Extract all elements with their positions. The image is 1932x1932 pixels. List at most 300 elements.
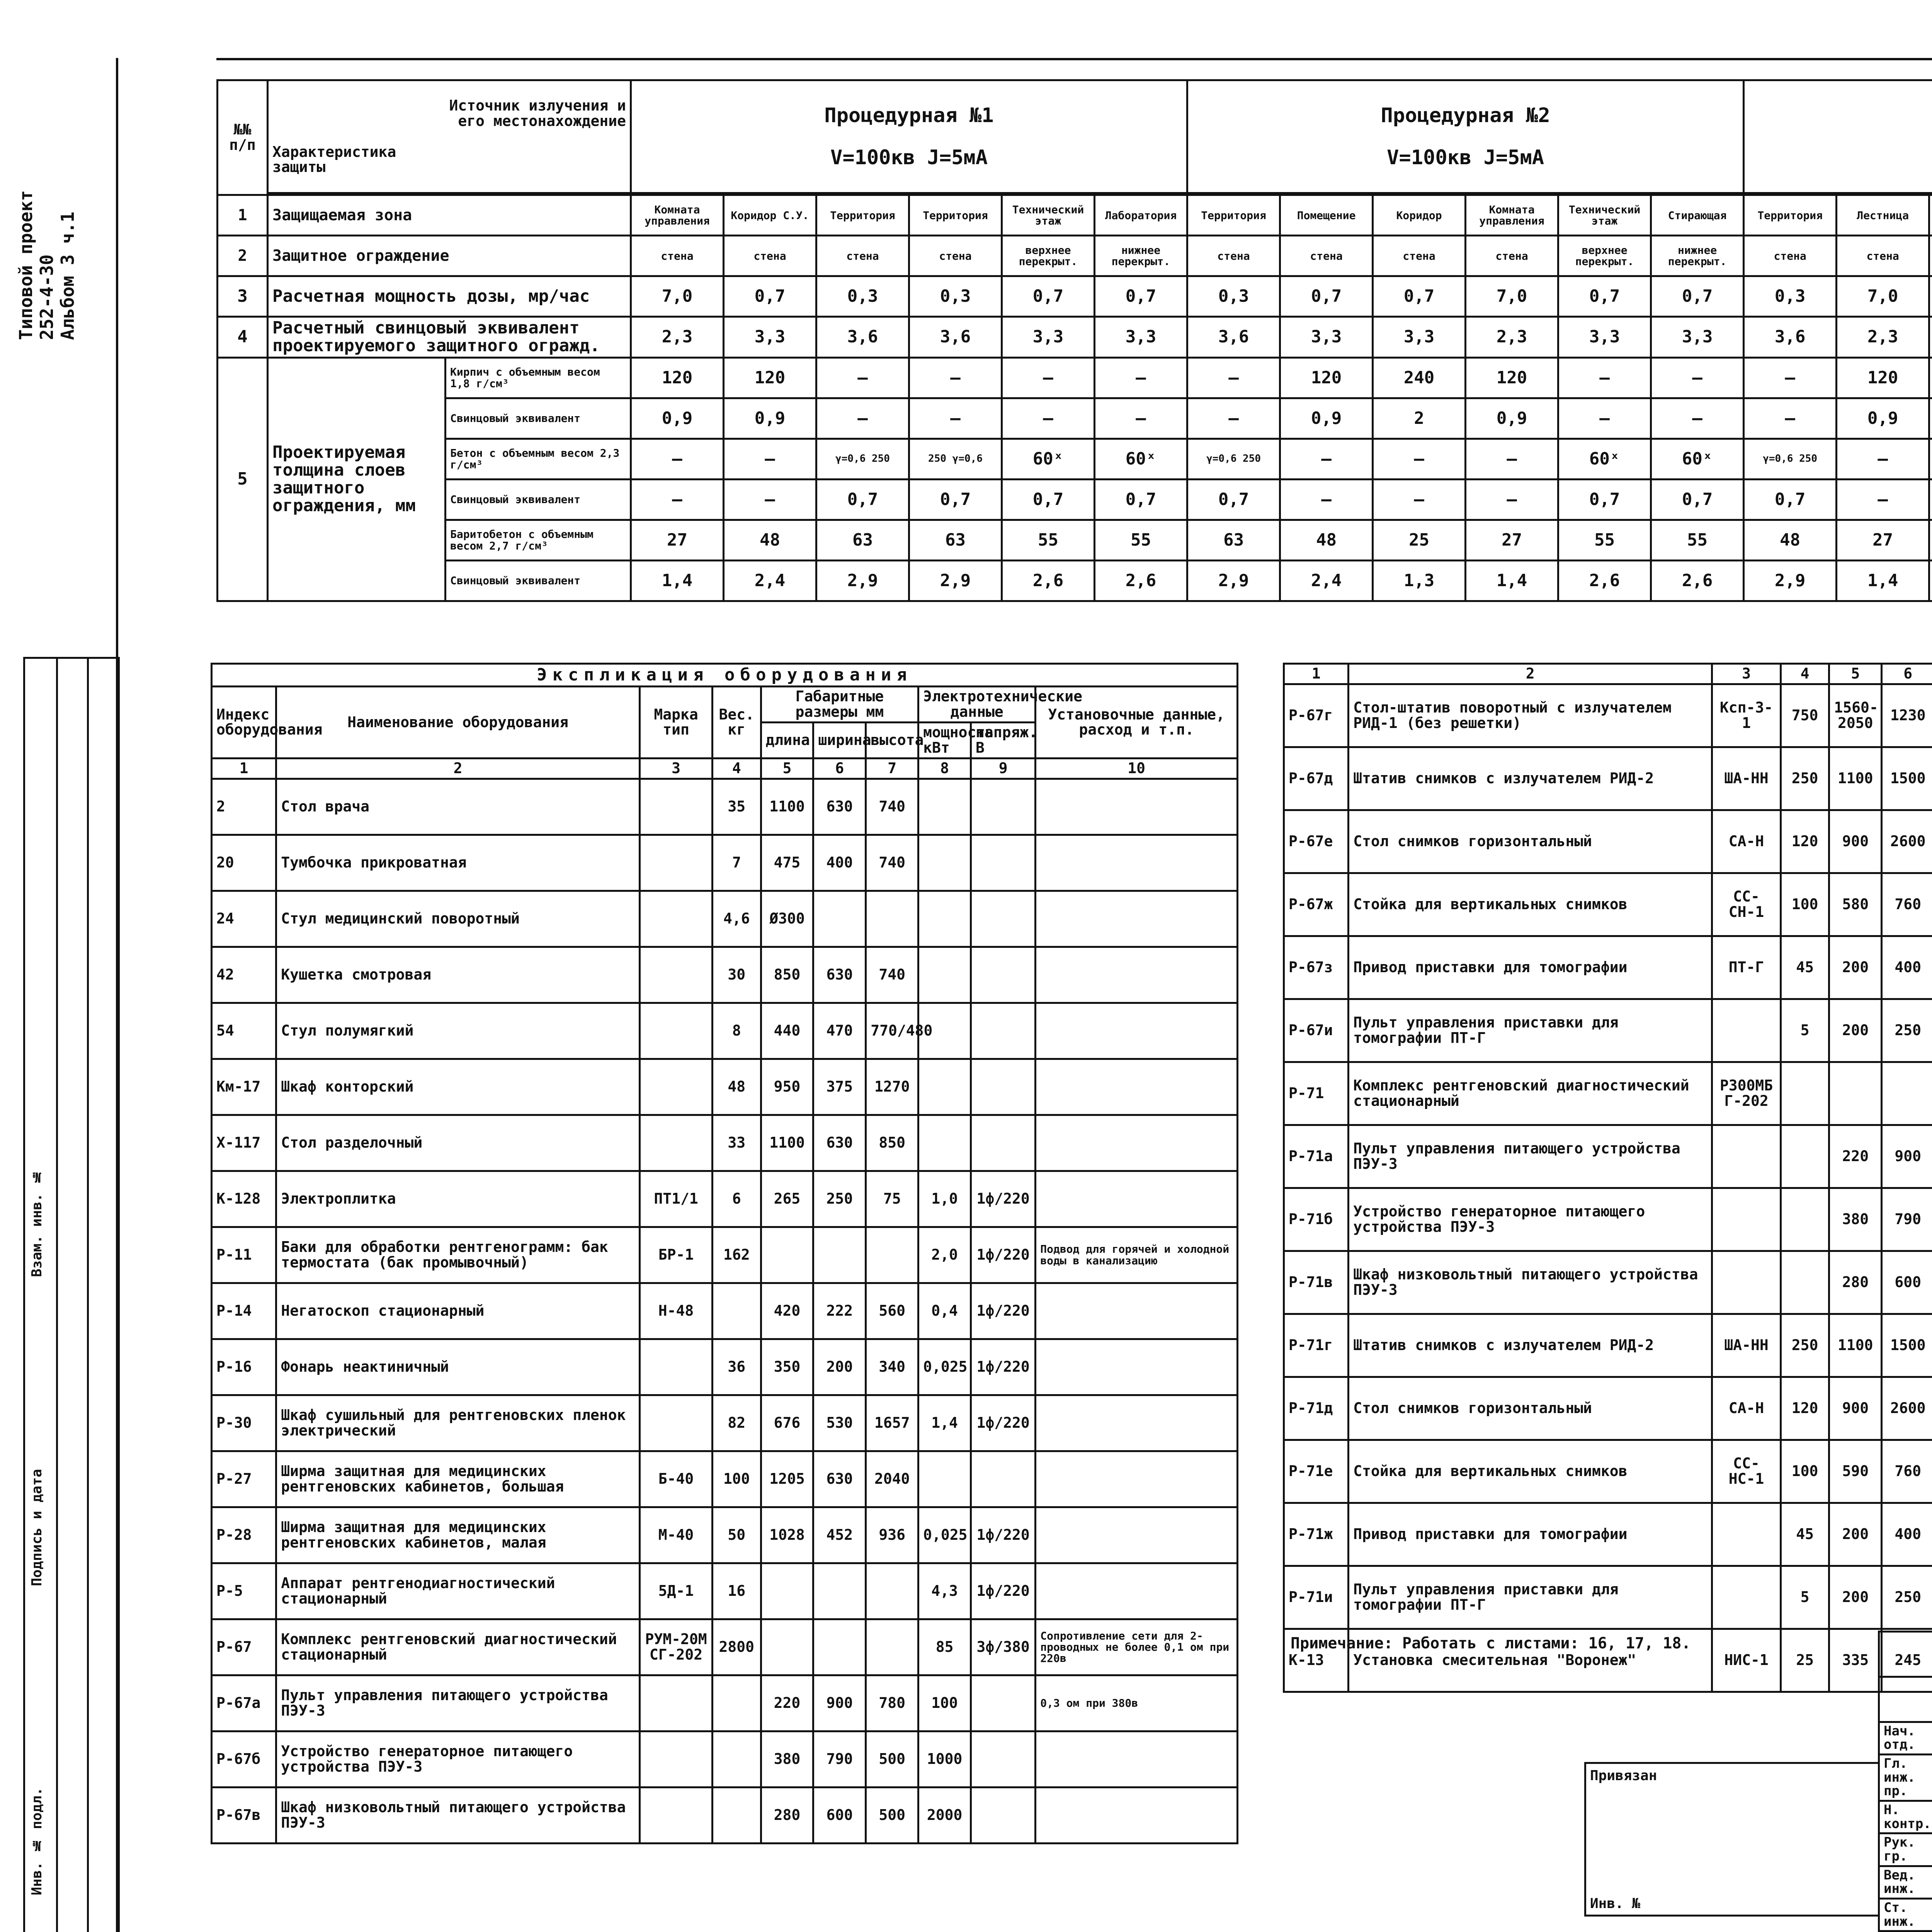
equipment-note: [1036, 1563, 1238, 1619]
equipment-length: 220: [1829, 1125, 1882, 1188]
equipment-length: 220: [761, 1675, 813, 1731]
column-number: 5: [761, 758, 813, 779]
equipment-height: 740: [866, 779, 918, 835]
value-cell: стена: [1837, 236, 1929, 276]
value-cell: 0,9: [1280, 398, 1373, 439]
equipment-index: К-13: [1284, 1629, 1349, 1692]
column-number: 10: [1036, 758, 1238, 779]
equipment-name: Стол снимков горизонтальный: [1349, 1377, 1712, 1440]
equipment-power: [918, 1115, 971, 1171]
table-row: [212, 1451, 1238, 1507]
value-cell: нижнее перекрыт.: [1651, 236, 1744, 276]
equipment-index: Р-67б: [212, 1731, 276, 1787]
equipment-note: [1036, 1171, 1238, 1227]
row-label: Защитное ограждение: [268, 236, 631, 276]
equipment-weight: 100: [1781, 1440, 1829, 1503]
value-cell: 0,3: [1187, 276, 1280, 317]
value-cell: —: [909, 357, 1002, 398]
equipment-mark: [639, 1115, 712, 1171]
equipment-power: 0,025: [918, 1507, 971, 1563]
equipment-height: 340: [866, 1339, 918, 1395]
equipment-length: 950: [761, 1059, 813, 1115]
equipment-length: 280: [761, 1787, 813, 1843]
value-cell: Коридор С.У.: [724, 195, 816, 236]
equipment-mark: [1712, 999, 1781, 1062]
equipment-voltage: [971, 891, 1036, 947]
equipment-length: 1100: [761, 779, 813, 835]
equipment-mark: [1712, 1503, 1781, 1566]
table-row: [1284, 1125, 1932, 1188]
equipment-power: 1000: [918, 1731, 971, 1787]
value-cell: стена: [816, 236, 909, 276]
equipment-weight: 25: [1781, 1629, 1829, 1692]
equipment-weight: 750: [1781, 684, 1829, 747]
equipment-width: 250: [813, 1171, 866, 1227]
equipment-note: [1036, 1339, 1238, 1395]
value-cell: 3,3: [1651, 317, 1744, 357]
equipment-voltage: [971, 779, 1036, 835]
table-row: [212, 1787, 1238, 1843]
equipment-power: 0,025: [918, 1339, 971, 1395]
stamp-role: Рук. гр.: [1879, 1833, 1932, 1866]
col-mark-header: Марка тип: [639, 687, 712, 759]
sub-label: Свинцовый эквивалент: [446, 560, 631, 601]
equipment-voltage: 1ф/220: [971, 1395, 1036, 1451]
column-number: 4: [1781, 664, 1829, 684]
value-cell: 2,9: [909, 560, 1002, 601]
equipment-power: [918, 1059, 971, 1115]
value-cell: 0,9: [1466, 398, 1558, 439]
value-cell: 3,6: [1187, 317, 1280, 357]
equipment-index: Р-71д: [1284, 1377, 1349, 1440]
table-row: [212, 1395, 1238, 1451]
equipment-note: [1036, 947, 1238, 1003]
equipment-mark: ША-НН: [1712, 747, 1781, 810]
equipment-index: Р-27: [212, 1451, 276, 1507]
sub-label: Баритобетон с объемным весом 2,7 г/см³: [446, 520, 631, 560]
protection-row: [218, 357, 1932, 398]
equipment-weight: [713, 1283, 761, 1339]
equipment-name: Установка смесительная "Воронеж": [1349, 1629, 1712, 1692]
equipment-width: [1882, 1062, 1932, 1125]
equipment-length: 200: [1829, 936, 1882, 999]
value-cell: 63: [909, 520, 1002, 560]
equipment-weight: [713, 1731, 761, 1787]
equipment-width: 630: [813, 1451, 866, 1507]
equipment-power: [918, 1451, 971, 1507]
value-cell: 250 γ=0,6: [909, 439, 1002, 479]
equipment-weight: [1781, 1062, 1829, 1125]
value-cell: Помещение: [1280, 195, 1373, 236]
value-cell: 48: [1744, 520, 1837, 560]
equipment-name: Кушетка смотровая: [276, 947, 640, 1003]
equipment-width: 1500: [1882, 1314, 1932, 1377]
equipment-weight: 5: [1781, 999, 1829, 1062]
row-number: 1: [218, 195, 268, 236]
equipment-width: 200: [813, 1339, 866, 1395]
protection-row: [218, 195, 1932, 236]
stamp-role: Н. контр.: [1879, 1801, 1932, 1833]
value-cell: 2,4: [1280, 560, 1373, 601]
value-cell: Территория: [1744, 195, 1837, 236]
value-cell: 27: [1466, 520, 1558, 560]
sub-label: Свинцовый эквивалент: [446, 479, 631, 520]
equipment-mark: [1712, 1251, 1781, 1314]
value-cell: 0,7: [1002, 276, 1095, 317]
value-cell: —: [1002, 357, 1095, 398]
value-cell: —: [1187, 398, 1280, 439]
equipment-voltage: 1ф/220: [971, 1563, 1036, 1619]
value-cell: —: [1558, 357, 1651, 398]
table-row: [212, 779, 1238, 835]
equipment-voltage: [971, 835, 1036, 891]
stamp-role: Вед. инж.: [1879, 1866, 1932, 1898]
equipment-index: Р-67з: [1284, 936, 1349, 999]
value-cell: 0,7: [1558, 276, 1651, 317]
equipment-mark: [639, 1059, 712, 1115]
equipment-width: 400: [813, 835, 866, 891]
equipment-index: Р-71а: [1284, 1125, 1349, 1188]
equipment-power: [918, 891, 971, 947]
row-label: Защищаемая зона: [268, 195, 631, 236]
equipment-mark: СА-Н: [1712, 810, 1781, 873]
value-cell: —: [1837, 479, 1929, 520]
equipment-width: 900: [813, 1675, 866, 1731]
protection-row: [218, 560, 1932, 601]
procedure-1-header: [631, 80, 1187, 193]
title-block: [1878, 1631, 1932, 1932]
equipment-weight: 100: [1781, 873, 1829, 936]
equipment-width: 2600: [1882, 810, 1932, 873]
equipment-index: Р-5: [212, 1563, 276, 1619]
value-cell: 3,3: [1095, 317, 1187, 357]
value-cell: стена: [909, 236, 1002, 276]
table-row: [212, 1115, 1238, 1171]
stamp-role: Нач. отд.: [1879, 1722, 1932, 1754]
equipment-note: [1036, 1451, 1238, 1507]
equipment-name: Тумбочка прикроватная: [276, 835, 640, 891]
value-cell: стена: [1187, 236, 1280, 276]
value-cell: —: [909, 398, 1002, 439]
equipment-name: Привод приставки для томографии: [1349, 936, 1712, 999]
equipment-name: Шкаф сушильный для рентгеновских пленок электрический: [276, 1395, 640, 1451]
value-cell: [1929, 195, 1932, 236]
equipment-width: 630: [813, 779, 866, 835]
value-cell: стена: [1280, 236, 1373, 276]
equipment-width: 250: [1882, 1566, 1932, 1629]
equipment-name: Ширма защитная для медицинских рентгеновских кабинетов, большая: [276, 1451, 640, 1507]
col-voltage-header: напряж. В: [971, 722, 1036, 758]
table-row: [1284, 1503, 1932, 1566]
equipment-name: Ширма защитная для медицинских рентгеновских кабинетов, малая: [276, 1507, 640, 1563]
equipment-mark: [639, 835, 712, 891]
equipment-index: Р-67в: [212, 1787, 276, 1843]
equipment-name: Стул полумягкий: [276, 1003, 640, 1059]
equipment-length: 580: [1829, 873, 1882, 936]
row-number: 3: [218, 276, 268, 317]
value-cell: верхнее перекрыт.: [1558, 236, 1651, 276]
value-cell: 1,3: [1373, 560, 1466, 601]
row-number: 2: [218, 236, 268, 276]
strip-cell: Инв. № подл.: [29, 1787, 45, 1895]
value-cell: 60ˣ: [1002, 439, 1095, 479]
equipment-length: 1100: [1829, 1314, 1882, 1377]
equipment-voltage: 1ф/220: [971, 1171, 1036, 1227]
equipment-voltage: 1ф/220: [971, 1507, 1036, 1563]
equipment-width: 530: [813, 1395, 866, 1451]
value-cell: [1929, 276, 1932, 317]
equipment-length: 200: [1829, 1566, 1882, 1629]
column-number: 7: [866, 758, 918, 779]
equipment-voltage: 3ф/380: [971, 1619, 1036, 1675]
equipment-weight: 82: [713, 1395, 761, 1451]
equipment-mark: [1712, 1188, 1781, 1251]
table-row: [212, 1003, 1238, 1059]
col-install-header: Установочные данные, расход и т.п.: [1036, 687, 1238, 759]
equipment-weight: 2800: [713, 1619, 761, 1675]
equipment-mark: [1712, 1125, 1781, 1188]
value-cell: —: [1466, 439, 1558, 479]
value-cell: 48: [724, 520, 816, 560]
stamp-approved: Привязан: [1590, 1768, 1657, 1784]
stamp-role: Ст. инж.: [1879, 1899, 1932, 1931]
equipment-name: Негатоскоп стационарный: [276, 1283, 640, 1339]
value-cell: стена: [1373, 236, 1466, 276]
equipment-width: 600: [1882, 1251, 1932, 1314]
equipment-note: Сопротивление сети для 2-проводных не более 0,1 ом при 220в: [1036, 1619, 1238, 1675]
equipment-power: 85: [918, 1619, 971, 1675]
equipment-width: 375: [813, 1059, 866, 1115]
equipment-power: 100: [918, 1675, 971, 1731]
equipment-mark: [639, 891, 712, 947]
value-cell: 3,3: [1002, 317, 1095, 357]
equipment-width: [813, 891, 866, 947]
table-row: [1284, 747, 1932, 810]
equipment-weight: [1781, 1125, 1829, 1188]
equipment-name: Стойка для вертикальных снимков: [1349, 873, 1712, 936]
equipment-length: Ø300: [761, 891, 813, 947]
equipment-index: Р-28: [212, 1507, 276, 1563]
value-cell: 0,3: [1744, 276, 1837, 317]
equipment-index: Р-16: [212, 1339, 276, 1395]
equipment-width: [813, 1227, 866, 1283]
equipment-width: [813, 1563, 866, 1619]
value-cell: 3,6: [909, 317, 1002, 357]
protection-row: [218, 276, 1932, 317]
value-cell: 120: [1280, 357, 1373, 398]
equipment-length: 475: [761, 835, 813, 891]
value-cell: Территория: [1187, 195, 1280, 236]
value-cell: 0,3: [816, 276, 909, 317]
table-row: [212, 1171, 1238, 1227]
value-cell: 2,6: [1651, 560, 1744, 601]
equipment-length: 1100: [1829, 747, 1882, 810]
row-label: Проектируемая толщина слоев защитного ограждения, мм: [268, 357, 446, 601]
equipment-height: [866, 1227, 918, 1283]
value-cell: 7,0: [631, 276, 724, 317]
equipment-power: [918, 779, 971, 835]
procedure-title: [1748, 105, 1932, 126]
header-char-text: Характеристика защиты: [272, 143, 396, 176]
value-cell: 0,7: [909, 479, 1002, 520]
value-cell: 2,9: [816, 560, 909, 601]
equipment-weight: 7: [713, 835, 761, 891]
value-cell: 3,3: [1373, 317, 1466, 357]
equipment-height: [866, 1619, 918, 1675]
value-cell: Лестница: [1837, 195, 1929, 236]
equipment-mark: [639, 947, 712, 1003]
value-cell: —: [816, 398, 909, 439]
value-cell: 120: [1466, 357, 1558, 398]
table-row: [212, 1507, 1238, 1563]
equipment-height: 1657: [866, 1395, 918, 1451]
equipment-voltage: 1ф/220: [971, 1339, 1036, 1395]
value-cell: 0,7: [1187, 479, 1280, 520]
stamp-role: Гл. инж. пр.: [1879, 1754, 1932, 1801]
equipment-weight: 50: [713, 1507, 761, 1563]
table-row: [212, 1283, 1238, 1339]
equipment-note: [1036, 1059, 1238, 1115]
value-cell: 63: [1187, 520, 1280, 560]
equipment-note: [1036, 1507, 1238, 1563]
equipment-power: [918, 835, 971, 891]
equipment-mark: ПТ1/1: [639, 1171, 712, 1227]
value-cell: верхнее перекрыт.: [1002, 236, 1095, 276]
value-cell: —: [1651, 357, 1744, 398]
equipment-weight: 5: [1781, 1566, 1829, 1629]
value-cell: 55: [1002, 520, 1095, 560]
equipment-length: 200: [1829, 999, 1882, 1062]
column-number: 2: [276, 758, 640, 779]
equipment-weight: [713, 1787, 761, 1843]
row-number: 4: [218, 317, 268, 357]
equipment-power: 0,4: [918, 1283, 971, 1339]
value-cell: 1,4: [631, 560, 724, 601]
value-cell: 2,6: [1095, 560, 1187, 601]
row-number: 5: [218, 357, 268, 601]
table-row: [1284, 1314, 1932, 1377]
equipment-mark: Ксп-3-1: [1712, 684, 1781, 747]
value-cell: —: [1744, 398, 1837, 439]
equipment-mark: М-40: [639, 1507, 712, 1563]
side-stamp-strip: [23, 657, 120, 1932]
protection-row: [218, 398, 1932, 439]
project-side-label: Типовой проект 252-4-30 Альбом 3 ч.1: [15, 190, 78, 340]
table-row: [212, 1059, 1238, 1115]
equipment-index: Р-67ж: [1284, 873, 1349, 936]
value-cell: 27: [1837, 520, 1929, 560]
equipment-height: 2040: [866, 1451, 918, 1507]
equipment-name: Пульт управления приставки для томографии ПТ-Г: [1349, 999, 1712, 1062]
table-row: [212, 835, 1238, 891]
stamp-empty: [1879, 1632, 1932, 1677]
equipment-width: 400: [1882, 1503, 1932, 1566]
equipment-weight: [1781, 1251, 1829, 1314]
equipment-mark: [639, 1731, 712, 1787]
equipment-note: [1036, 835, 1238, 891]
equipment-name: Стул медицинский поворотный: [276, 891, 640, 947]
value-cell: 120: [1837, 357, 1929, 398]
table-row: [1284, 1188, 1932, 1251]
value-cell: 7,0: [1837, 276, 1929, 317]
equipment-width: 760: [1882, 873, 1932, 936]
equipment-weight: 36: [713, 1339, 761, 1395]
value-cell: Коридор: [1373, 195, 1466, 236]
equipment-index: Р-11: [212, 1227, 276, 1283]
equipment-mark: Б-40: [639, 1451, 712, 1507]
equipment-index: Р-30: [212, 1395, 276, 1451]
value-cell: 7,0: [1466, 276, 1558, 317]
equipment-name: Шкаф низковольтный питающего устройства ПЭУ-3: [276, 1787, 640, 1843]
value-cell: 1,4: [1466, 560, 1558, 601]
value-cell: —: [816, 357, 909, 398]
value-cell: —: [631, 479, 724, 520]
value-cell: 0,3: [909, 276, 1002, 317]
equipment-length: 1560-2050: [1829, 684, 1882, 747]
value-cell: 0,7: [816, 479, 909, 520]
equipment-index: Р-71: [1284, 1062, 1349, 1125]
procedure-3-header: [1744, 80, 1932, 193]
equipment-width: 600: [813, 1787, 866, 1843]
equipment-name: Электроплитка: [276, 1171, 640, 1227]
procedure-params: V=100кв J=5мА: [830, 146, 988, 169]
equipment-note: [1036, 1731, 1238, 1787]
equipment-weight: 120: [1781, 810, 1829, 873]
equipment-width: 630: [813, 1115, 866, 1171]
equipment-voltage: [971, 1731, 1036, 1787]
table-row: [212, 1227, 1238, 1283]
equipment-index: Р-67е: [1284, 810, 1349, 873]
procedure-2-header: [1187, 80, 1744, 193]
equipment-length: 676: [761, 1395, 813, 1451]
table-row: [1284, 1062, 1932, 1125]
equipment-power: 4,3: [918, 1563, 971, 1619]
equipment-name: Устройство генераторное питающего устройства ПЭУ-3: [276, 1731, 640, 1787]
equipment-width: 250: [1882, 999, 1932, 1062]
equipment-index: Р-71и: [1284, 1566, 1349, 1629]
equipment-name: Баки для обработки рентгенограмм: бак термостата (бак промывочный): [276, 1227, 640, 1283]
equipment-mark: СА-Н: [1712, 1377, 1781, 1440]
equipment-name: Стол снимков горизонтальный: [1349, 810, 1712, 873]
value-cell: Территория: [909, 195, 1002, 236]
equipment-weight: 120: [1781, 1377, 1829, 1440]
equipment-length: 420: [761, 1283, 813, 1339]
equipment-name: Шкаф конторский: [276, 1059, 640, 1115]
column-number: 2: [1349, 664, 1712, 684]
value-cell: 2,4: [724, 560, 816, 601]
equipment-mark: [639, 1675, 712, 1731]
equipment-weight: [713, 1675, 761, 1731]
equipment-note: Подвод для горячей и холодной воды в канализацию: [1036, 1227, 1238, 1283]
equipment-length: [761, 1227, 813, 1283]
equipment-height: 770/480: [866, 1003, 918, 1059]
equipment-length: 440: [761, 1003, 813, 1059]
value-cell: 48: [1280, 520, 1373, 560]
value-cell: Технический этаж: [1002, 195, 1095, 236]
value-cell: [1929, 520, 1932, 560]
col-weight-header: Вес. кг: [713, 687, 761, 759]
value-cell: 0,7: [1651, 479, 1744, 520]
value-cell: [1929, 479, 1932, 520]
equipment-name: Аппарат рентгенодиагностический стационарный: [276, 1563, 640, 1619]
equipment-power: 2000: [918, 1787, 971, 1843]
equipment-index: Р-71е: [1284, 1440, 1349, 1503]
value-cell: 55: [1558, 520, 1651, 560]
equipment-length: 200: [1829, 1503, 1882, 1566]
equipment-power: [918, 947, 971, 1003]
protection-table: [216, 79, 1932, 602]
equipment-length: 1028: [761, 1507, 813, 1563]
